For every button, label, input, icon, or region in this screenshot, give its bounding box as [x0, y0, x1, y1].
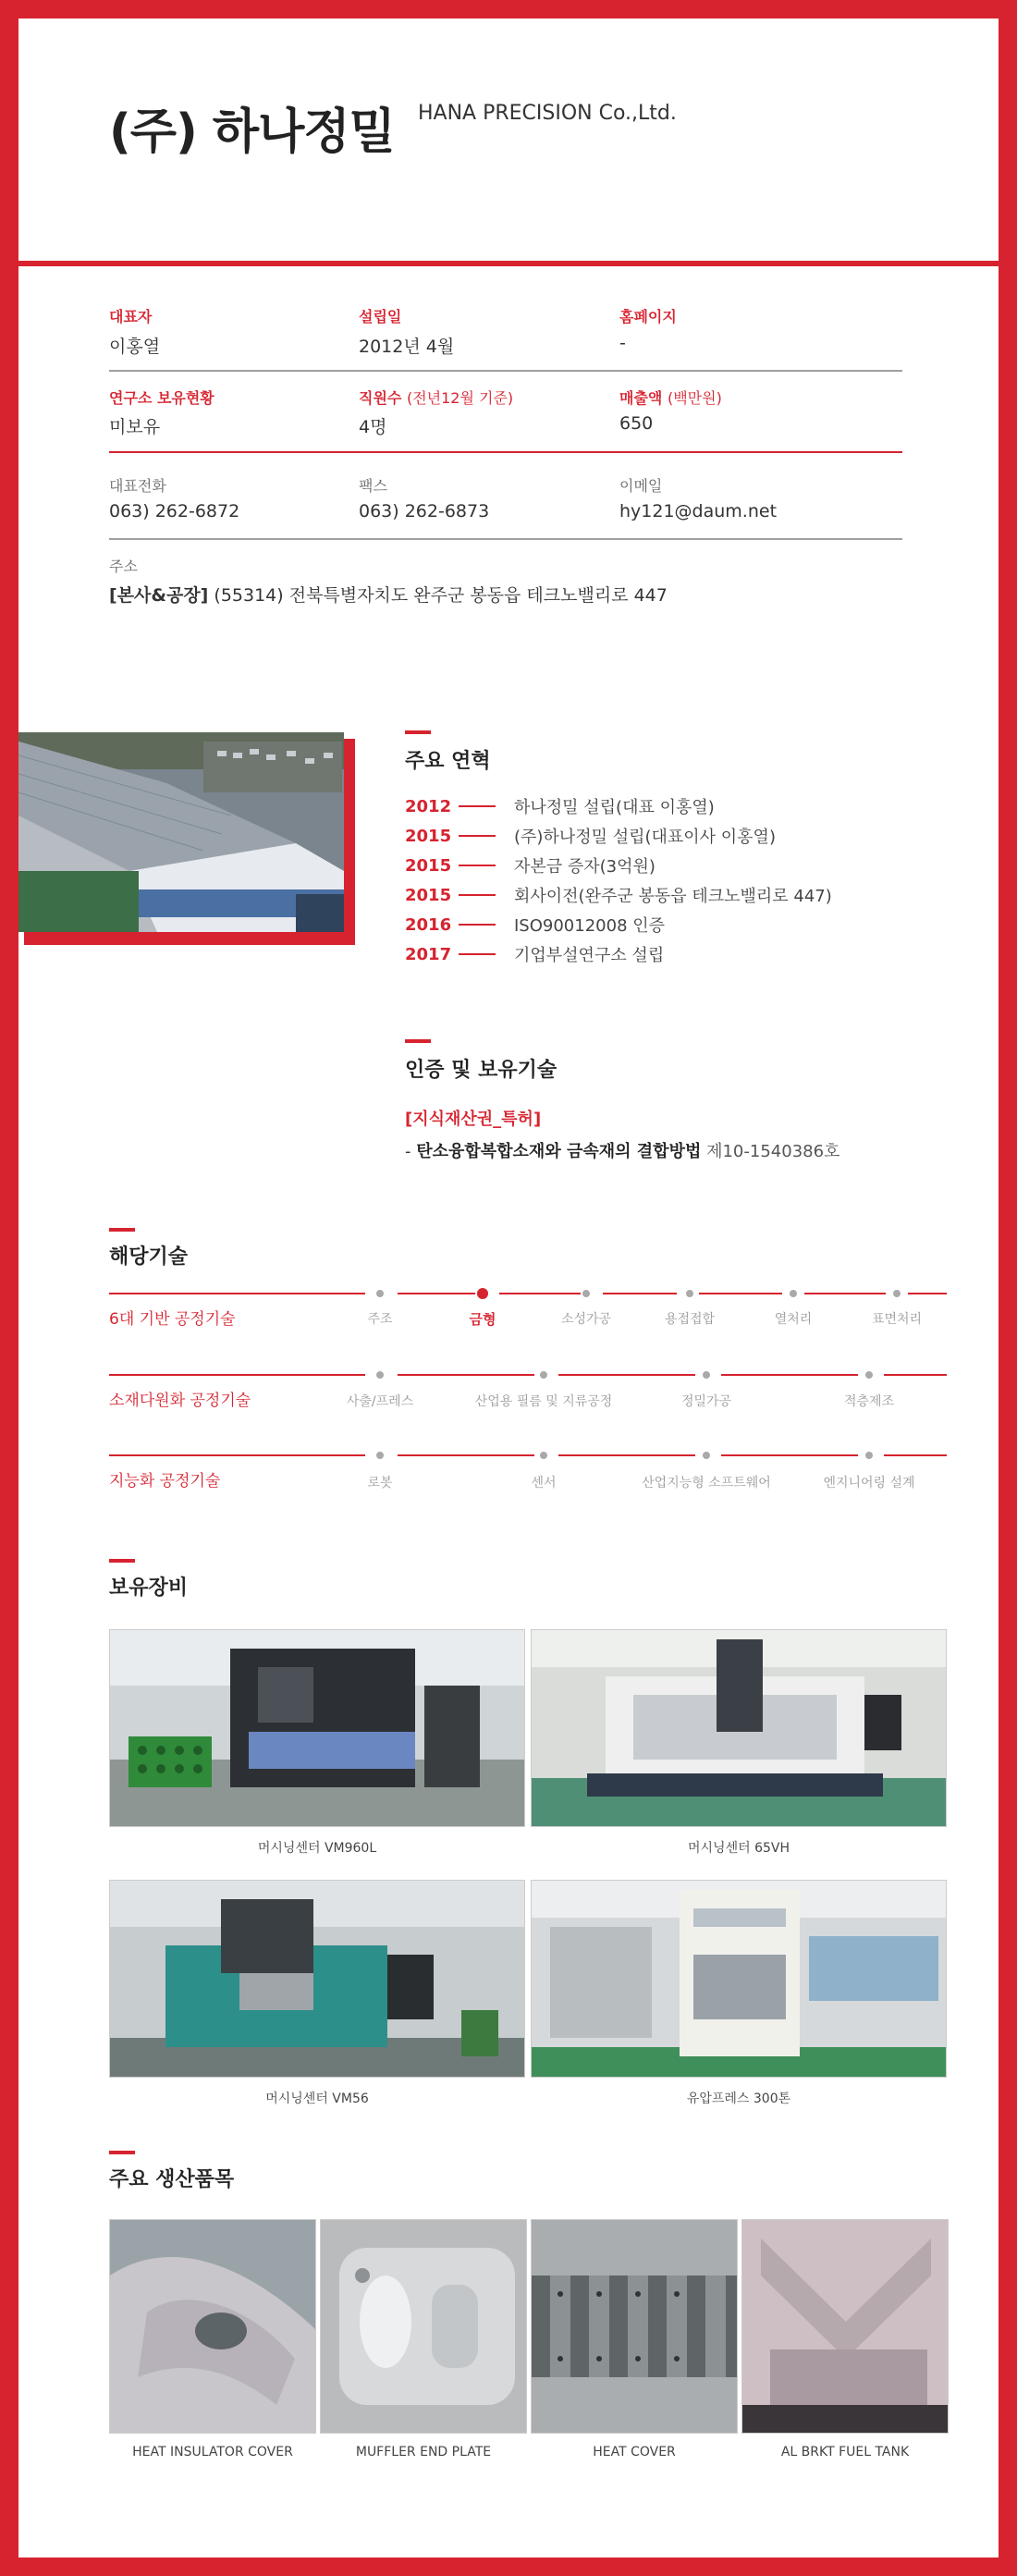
- tech-item: 적층제조: [843, 1394, 895, 1409]
- product-photo: [531, 2219, 738, 2434]
- history-list: [405, 791, 832, 969]
- patent-prefix: -: [405, 1142, 417, 1161]
- al-brkt-fuel-tank-image: [742, 2220, 949, 2434]
- product-caption: HEAT INSULATOR COVER: [132, 2445, 293, 2459]
- factory-aerial-image: [18, 732, 344, 932]
- history-item: [405, 821, 832, 851]
- tech-dot: [701, 1369, 712, 1380]
- tech-dot: [374, 1369, 386, 1380]
- machining-center-image: [110, 1881, 525, 2078]
- tech-line: [109, 1374, 365, 1376]
- products-title: 주요 생산품목: [109, 2168, 235, 2191]
- staff-label: [359, 386, 513, 408]
- tech-category: 지능화 공정기술: [109, 1472, 221, 1490]
- tech-dot: [581, 1288, 592, 1299]
- tech-dot: [374, 1450, 386, 1461]
- section-accent-bar: [109, 1228, 135, 1232]
- tech-line: [699, 1293, 782, 1294]
- certification-title: 인증 및 보유기술: [405, 1059, 558, 1082]
- history-text: 회사이전(완주군 봉동읍 테크노밸리로 447): [514, 887, 832, 906]
- ceo-value: 이홍열: [109, 337, 161, 357]
- tech-line: [603, 1293, 677, 1294]
- section-accent-bar: [405, 730, 431, 734]
- product-caption: MUFFLER END PLATE: [355, 2445, 492, 2459]
- email-label: 이메일: [619, 477, 663, 495]
- tech-dot: [538, 1450, 549, 1461]
- history-dash: [459, 865, 496, 866]
- equipment-photo: [531, 1880, 947, 2078]
- email-value[interactable]: hy121@daum.net: [619, 501, 778, 521]
- history-dash: [459, 924, 496, 926]
- factory-photo: [18, 732, 349, 938]
- history-text: ISO90012008 인증: [514, 916, 666, 936]
- tech-line: [558, 1454, 695, 1456]
- history-dash: [459, 805, 496, 807]
- history-item: [405, 880, 832, 910]
- equipment-title: 보유장비: [109, 1576, 189, 1600]
- company-name-english: HANA PRECISION Co.,Ltd.: [418, 102, 677, 125]
- history-year: 2016: [405, 914, 452, 935]
- address-label: 주소: [109, 558, 138, 575]
- history-item: [405, 910, 832, 939]
- ceo-label: 대표자: [109, 308, 153, 325]
- address-prefix: [본사&공장]: [109, 585, 209, 606]
- tech-line: [804, 1293, 886, 1294]
- tech-dot: [538, 1369, 549, 1380]
- homepage-label: 홈페이지: [619, 308, 677, 325]
- staff-label-text: 직원수: [359, 389, 402, 407]
- tech-line: [721, 1374, 858, 1376]
- tech-line: [109, 1293, 365, 1294]
- history-item: [405, 939, 832, 969]
- tech-line: [398, 1454, 534, 1456]
- history-year: 2015: [405, 855, 452, 876]
- phone-value: 063) 262-6872: [109, 501, 240, 521]
- tech-item: 사출/프레스: [346, 1394, 414, 1409]
- patent-label: [지식재산권_특허]: [405, 1110, 542, 1129]
- history-text: (주)하나정밀 설립(대표이사 이홍열): [514, 828, 776, 847]
- section-accent-bar: [109, 1559, 135, 1563]
- fax-label: 팩스: [359, 477, 387, 495]
- tech-item: 열처리: [774, 1312, 813, 1327]
- tech-line: [499, 1293, 581, 1294]
- tech-dot: [684, 1288, 695, 1299]
- history-title: 주요 연혁: [405, 750, 491, 773]
- founded-label: 설립일: [359, 308, 402, 325]
- info-divider: [109, 538, 902, 540]
- tech-category: 6대 기반 공정기술: [109, 1310, 236, 1329]
- history-text: 기업부설연구소 설립: [514, 946, 665, 965]
- product-caption: AL BRKT FUEL TANK: [780, 2445, 910, 2459]
- patent-name: 탄소융합복합소재와 금속재의 결합방법: [416, 1142, 702, 1161]
- tech-line: [558, 1374, 695, 1376]
- tech-item: 정밀가공: [680, 1394, 732, 1409]
- tech-item: 로봇: [367, 1476, 393, 1490]
- history-item: [405, 851, 832, 880]
- tech-item: 엔지니어링 설계: [823, 1476, 915, 1490]
- equipment-photo: [109, 1629, 525, 1827]
- history-dash: [459, 835, 496, 837]
- sales-label-sub: (백만원): [667, 389, 722, 407]
- technology-title: 해당기술: [109, 1245, 189, 1269]
- staff-label-sub: (전년12월 기준): [406, 389, 514, 407]
- history-dash: [459, 894, 496, 896]
- history-item: [405, 791, 832, 821]
- equipment-caption: 유압프레스 300톤: [686, 2091, 791, 2106]
- history-year: 2012: [405, 796, 452, 816]
- tech-dot: [864, 1450, 875, 1461]
- info-divider: [109, 370, 902, 372]
- tech-item: 소성가공: [560, 1312, 612, 1327]
- equipment-caption: 머시닝센터 65VH: [688, 1841, 790, 1856]
- equipment-photo: [109, 1880, 525, 2078]
- tech-line: [398, 1374, 534, 1376]
- address-value: [109, 582, 668, 607]
- homepage-value: -: [619, 333, 626, 353]
- tech-line: [908, 1293, 947, 1294]
- sales-label-text: 매출액: [619, 389, 663, 407]
- history-text: 자본금 증자(3억원): [514, 857, 656, 877]
- tech-item: 산업지능형 소프트웨어: [642, 1476, 771, 1490]
- staff-value: 4명: [359, 417, 387, 437]
- tech-line: [884, 1454, 947, 1456]
- info-divider: [109, 451, 902, 453]
- tech-item: 주조: [367, 1312, 393, 1327]
- muffler-end-plate-image: [321, 2220, 527, 2434]
- product-caption: HEAT COVER: [593, 2445, 676, 2459]
- hydraulic-press-image: [532, 1881, 947, 2078]
- tech-item: 산업용 필름 및 지류공정: [474, 1394, 613, 1409]
- lab-value: 미보유: [109, 417, 161, 437]
- equipment-photo: [531, 1629, 947, 1827]
- tech-item: 표면처리: [871, 1312, 923, 1327]
- heat-cover-image: [532, 2220, 738, 2434]
- tech-item: 용접접합: [664, 1312, 716, 1327]
- fax-value: 063) 262-6873: [359, 501, 490, 521]
- tech-dot: [374, 1288, 386, 1299]
- history-year: 2017: [405, 944, 452, 964]
- equipment-caption: 머시닝센터 VM960L: [257, 1841, 377, 1856]
- machining-center-image: [110, 1630, 525, 1827]
- sales-value: 650: [619, 413, 654, 434]
- machining-center-image: [532, 1630, 947, 1827]
- tech-line: [884, 1374, 947, 1376]
- tech-item-active: 금형: [469, 1311, 496, 1328]
- phone-label: 대표전화: [109, 477, 166, 495]
- tech-dot-active: [475, 1286, 490, 1301]
- header-divider: [18, 261, 999, 266]
- tech-dot: [864, 1369, 875, 1380]
- founded-value: 2012년 4월: [359, 337, 455, 357]
- product-photo: [741, 2219, 949, 2434]
- address-text: (55314) 전북특별자치도 완주군 봉동읍 테크노밸리로 447: [214, 585, 668, 606]
- section-accent-bar: [109, 2151, 135, 2154]
- tech-line: [109, 1454, 365, 1456]
- tech-line: [721, 1454, 858, 1456]
- equipment-caption: 머시닝센터 VM56: [265, 2091, 369, 2106]
- patent-text: [405, 1138, 839, 1162]
- product-photo: [320, 2219, 527, 2434]
- section-accent-bar: [405, 1039, 431, 1043]
- tech-category: 소재다원화 공정기술: [109, 1392, 251, 1410]
- tech-item: 센서: [531, 1476, 557, 1490]
- sales-label: [619, 386, 722, 408]
- history-year: 2015: [405, 826, 452, 846]
- tech-dot: [891, 1288, 902, 1299]
- factory-illustration: [18, 732, 344, 932]
- lab-label: 연구소 보유현황: [109, 389, 214, 407]
- tech-line: [398, 1293, 481, 1294]
- tech-dot: [788, 1288, 799, 1299]
- company-name-korean: (주) 하나정밀: [109, 104, 395, 160]
- patent-number: 제10-1540386호: [706, 1142, 840, 1161]
- history-year: 2015: [405, 885, 452, 905]
- history-dash: [459, 953, 496, 955]
- heat-insulator-cover-image: [110, 2220, 316, 2434]
- tech-dot: [701, 1450, 712, 1461]
- product-photo: [109, 2219, 316, 2434]
- history-text: 하나정밀 설립(대표 이홍열): [514, 798, 715, 817]
